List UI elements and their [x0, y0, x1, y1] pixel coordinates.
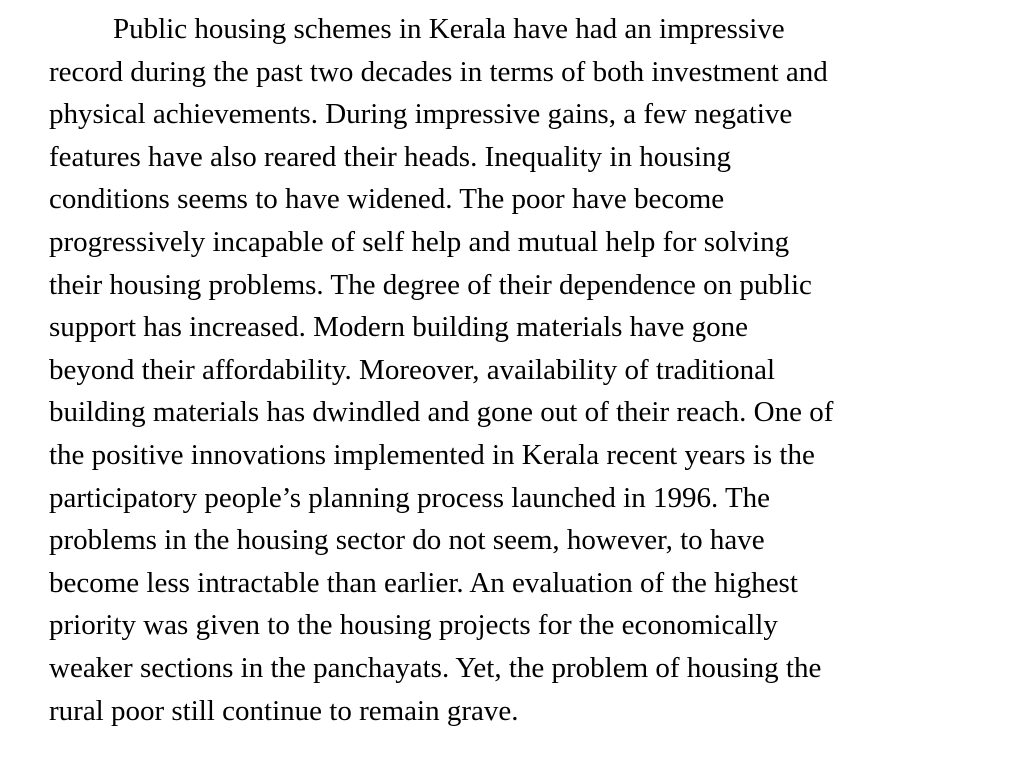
paragraph-line: weaker sections in the panchayats. Yet, the problem of housing the: [49, 651, 822, 684]
paragraph-line: physical achievements. During impressive gains, a few negative: [49, 98, 793, 131]
paragraph-line: Public housing schemes in Kerala have had an impressive: [113, 13, 785, 45]
paragraph-line: progressively incapable of self help and mutual help for solving: [49, 225, 790, 258]
paragraph-line: support has increased. Modern building materials have gone: [49, 311, 749, 344]
paragraph-line: their housing problems. The degree of their dependence on public: [49, 268, 812, 301]
paragraph-line: rural poor still continue to remain grave.: [49, 694, 519, 727]
paragraph-line: problems in the housing sector do not seem, however, to have: [49, 524, 765, 557]
paragraph-line: the positive innovations implemented in Kerala recent years is the: [49, 438, 815, 471]
paragraph-line: priority was given to the housing projects for the economically: [49, 609, 778, 642]
paragraph-line: become less intractable than earlier. An evaluation of the highest: [49, 566, 798, 599]
paragraph-line: participatory people’s planning process launched in 1996. The: [49, 481, 771, 514]
paragraph-line: building materials has dwindled and gone out of their reach. One of: [49, 396, 834, 429]
paragraph-line: features have also reared their heads. Inequality in housing: [49, 140, 732, 173]
paragraph-line: record during the past two decades in terms of both investment and: [49, 55, 828, 88]
paragraph-line: beyond their affordability. Moreover, availability of traditional: [49, 353, 776, 386]
paragraph-line: conditions seems to have widened. The poor have become: [49, 183, 725, 216]
body-paragraph: [49, 8, 1024, 732]
